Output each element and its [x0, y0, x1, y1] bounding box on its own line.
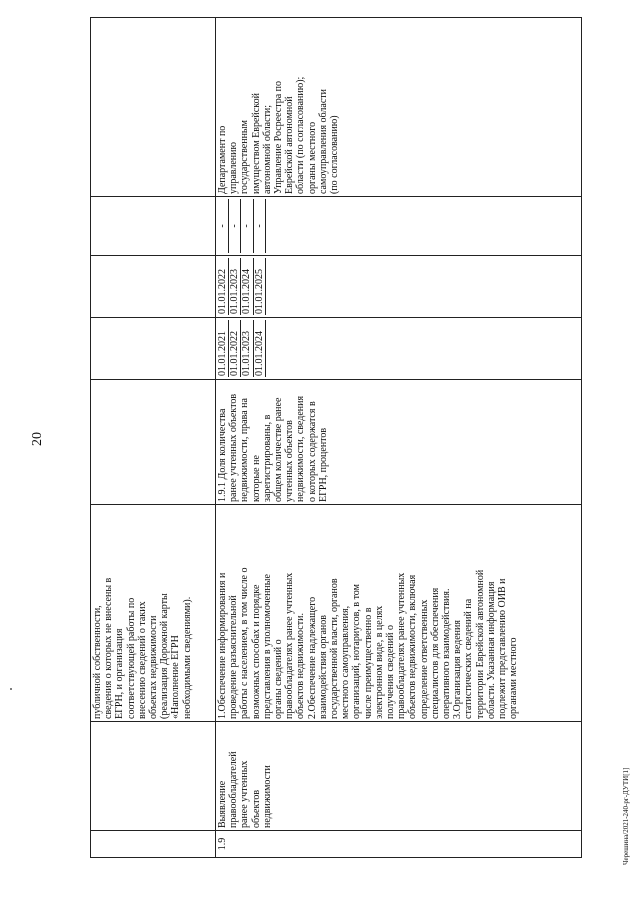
- cell-indicator: 1.9.1 Доля количества ранее учтенных объектов недвижимости, права на которые не зарегистрированы, в общем количестве ранее учтенных объектов недвижимости, сведения о которых содержатся в ЕГРН, процентов: [216, 380, 582, 505]
- cell-name: Выявление правообладателей ранее учтенных объектов недвижимости: [216, 722, 582, 831]
- cell-start-dates: 01.01.2021 01.01.2022 01.01.2023 01.01.2024: [216, 318, 582, 380]
- cell-values: - - - -: [216, 197, 582, 256]
- table-row-previous: [91, 18, 216, 858]
- cell-executor: Департамент по управлению государственным имуществом Еврейской автономной области; Управление Росреестра по Еврейской автономной области (по согласованию); органы местного самоуправления области (по согласованию): [216, 18, 582, 197]
- cell-number-prev: [91, 831, 216, 858]
- cell-indicator-prev: [91, 380, 216, 505]
- cell-activity: 1.Обеспечение информирования и проведение разъяснительной работы с населением, в том числе о возможных способах и порядке представления в уполномоченные органы сведений о правообладателях ранее учтенных объектов недвижимости. 2.Обеспечение надлежащего взаимодействия органов государственной власти, органов местного самоуправления, организаций, нотариусов, в том числе преимущественно в электронном виде, в целях получения сведений о правообладателях ранее учтенных объектов недвижимости, включая определение ответственных специалистов для обеспечения оперативного взаимодействия. 3.Организация ведения статистических сведений на территории Еврейской автономной области. Указанная информация подлежит представлению ОИВ и органами местного: [216, 505, 582, 722]
- cell-activity-prev: публичной собственности, сведения о которых не внесены в ЕГРН, и организация соответствующей работы по внесению сведений о таких объектах недвижимости (реализация Дорожной карты «Наполнение ЕГРН необходимыми сведениями).: [91, 505, 216, 722]
- table-row-1-9: [216, 18, 582, 858]
- cell-end-dates: 01.01.2022 01.01.2023 01.01.2024 01.01.2025: [216, 256, 582, 318]
- cell-value-prev: [91, 197, 216, 256]
- page-number: 20: [30, 432, 45, 446]
- cell-executor-prev: [91, 18, 216, 197]
- rotated-table-container: [90, 58, 580, 858]
- cell-name-prev: [91, 722, 216, 831]
- scan-speck: [10, 688, 12, 690]
- cell-end-prev: [91, 256, 216, 318]
- cell-start-prev: [91, 318, 216, 380]
- measures-table: [90, 17, 582, 858]
- document-id-note: Черешина/2021-240-рг-ДУТИ[1]: [622, 767, 630, 865]
- cell-number: 1.9: [216, 831, 582, 858]
